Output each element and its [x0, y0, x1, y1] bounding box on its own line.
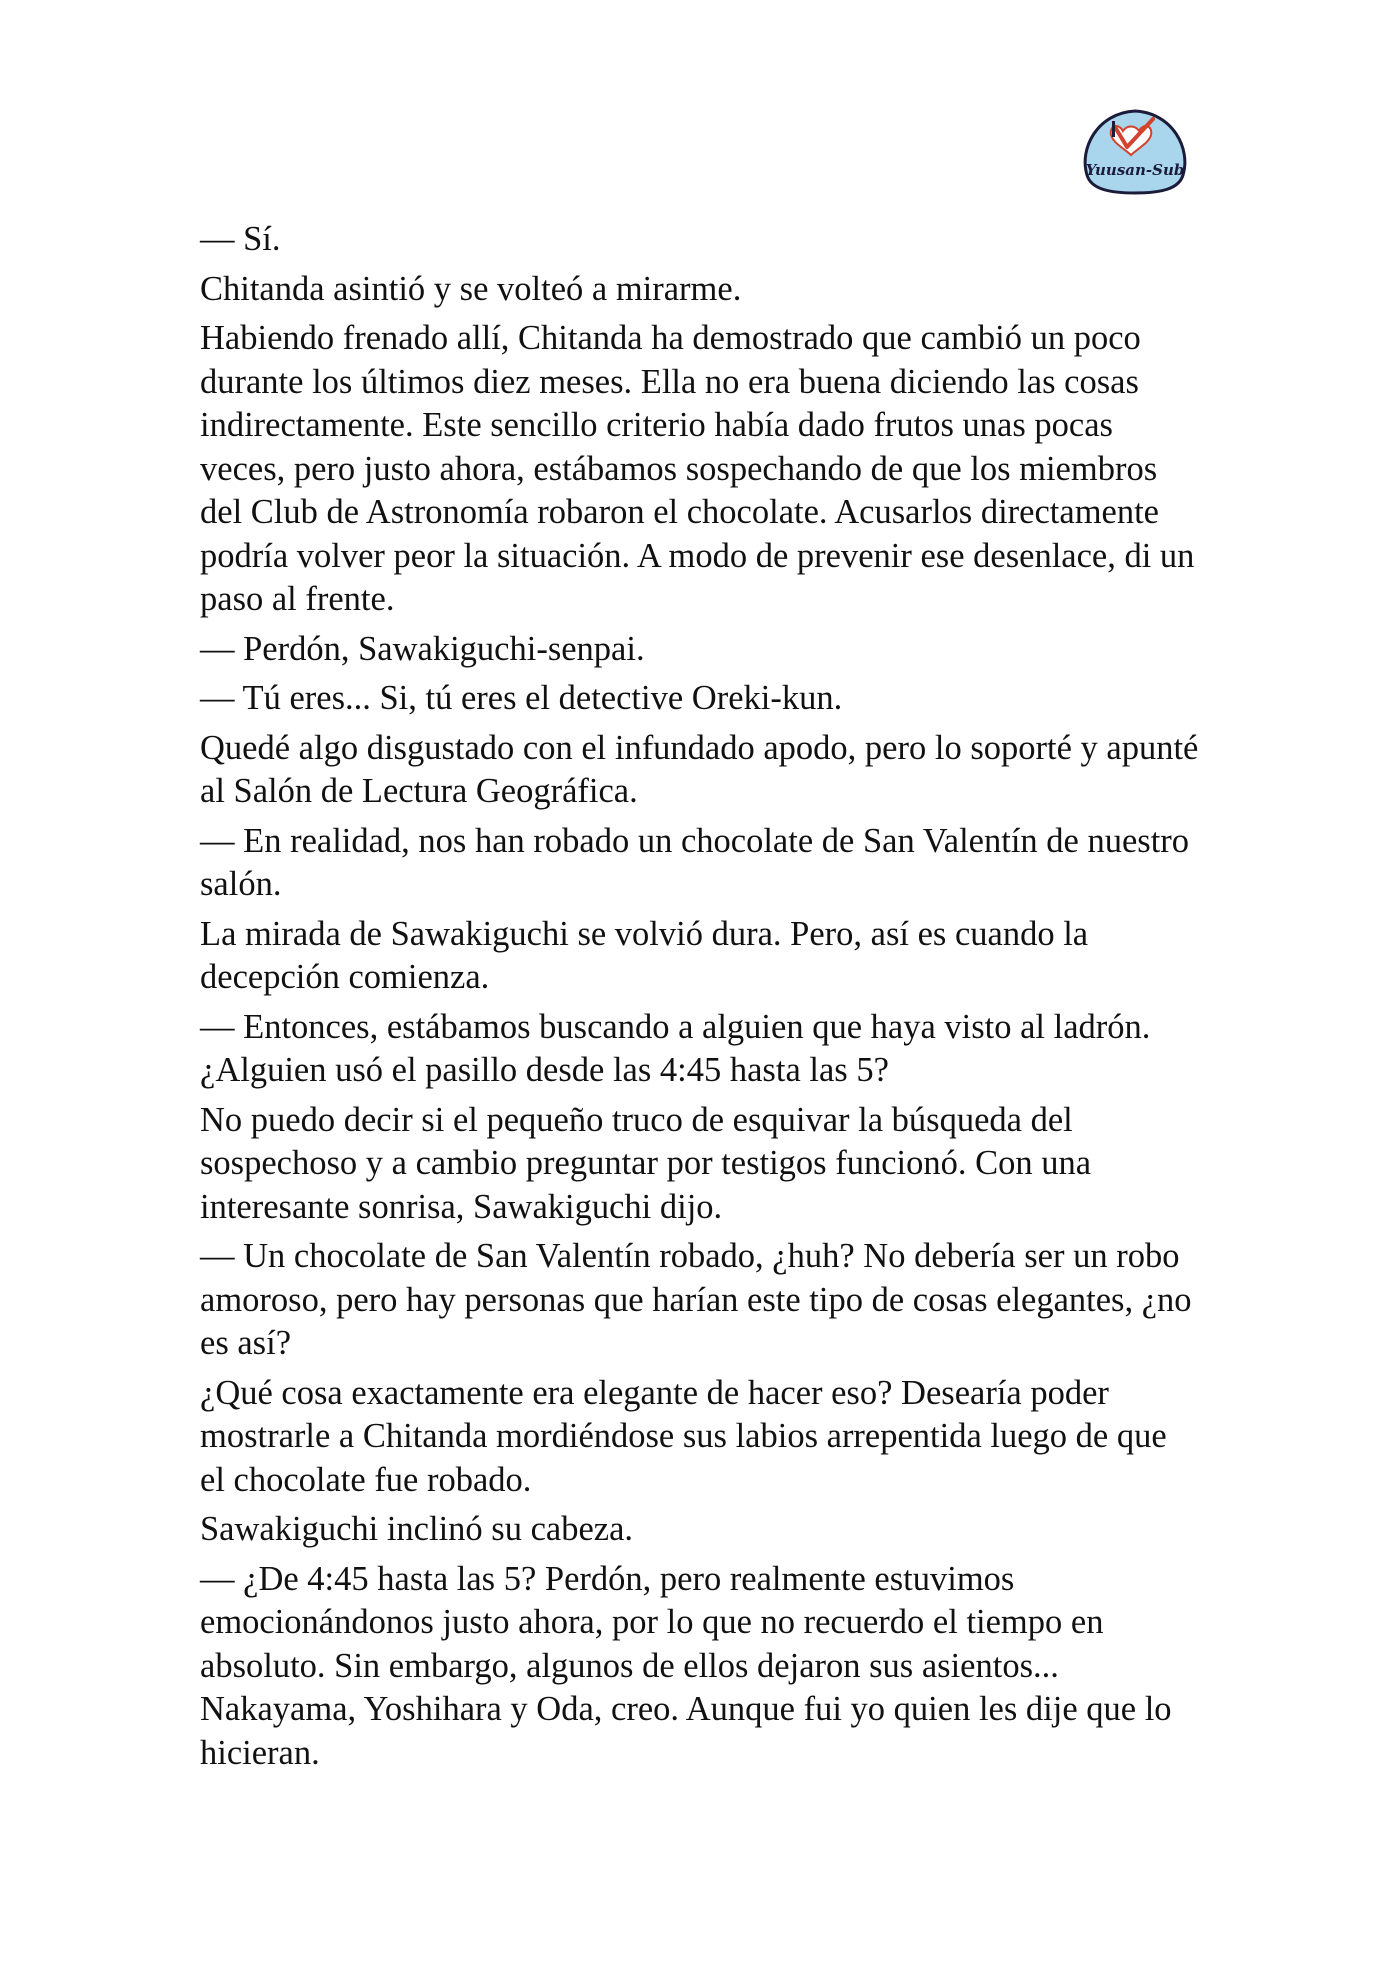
paragraph: — En realidad, nos han robado un chocolate de San Valentín de nuestro salón. [200, 821, 1190, 903]
paragraph: — Perdón, Sawakiguchi-senpai. [200, 629, 645, 668]
paragraph: — Sí. [200, 220, 281, 258]
paragraph: — Un chocolate de San Valentín robado, ¿huh? No debería ser un robo amoroso, pero hay personas que harían este tipo de cosas elegantes, ¿no es así? [200, 1237, 1192, 1362]
paragraph: Chitanda asintió y se volteó a mirarme. [200, 269, 742, 308]
paragraph: La mirada de Sawakiguchi se volvió dura. Pero, así es cuando la decepción comienza. [200, 914, 1089, 996]
paragraph: No puedo decir si el pequeño truco de esquivar la búsqueda del sospechoso y a cambio preguntar por testigos funcionó. Con una interesante sonrisa, Sawakiguchi dijo. [200, 1100, 1092, 1226]
paragraph: — Tú eres... Si, tú eres el detective Oreki-kun. [200, 679, 843, 717]
paragraph: ¿Qué cosa exactamente era elegante de hacer eso? Desearía poder mostrarle a Chitanda mordiéndose sus labios arrepentida luego de que el chocolate fue robado. [200, 1373, 1167, 1499]
paragraph: Sawakiguchi inclinó su cabeza. [200, 1510, 634, 1548]
document-body [200, 218, 1200, 1781]
watermark-logo [1075, 105, 1195, 197]
logo-badge [1075, 105, 1195, 197]
paragraph: — ¿De 4:45 hasta las 5? Perdón, pero realmente estuvimos emocionándonos justo ahora, por lo que no recuerdo el tiempo en absoluto. Sin embargo, algunos de ellos dejaron sus asientos... Nakayama, Yoshihara y Oda, creo. Aunque fui yo quien les dije que lo hicieran. [200, 1559, 1172, 1772]
paragraph: — Entonces, estábamos buscando a alguien que haya visto al ladrón. ¿Alguien usó el pasillo desde las 4:45 hasta las 5? [200, 1007, 1151, 1089]
svg-text:Yuusan-Sub: Yuusan-Sub [1085, 161, 1185, 179]
paragraph: Habiendo frenado allí, Chitanda ha demostrado que cambió un poco durante los últimos diez meses. Ella no era buena diciendo las cosas indirectamente. Este sencillo criterio había dado frutos unas pocas veces, pero justo ahora, estábamos sospechando de que los miembros del Club de Astronomía robaron el chocolate. Acusarlos directamente podría volver peor la situación. A modo de prevenir ese desenlace, di un paso al frente. [200, 319, 1195, 618]
paragraph: Quedé algo disgustado con el infundado apodo, pero lo soporté y apunté al Salón de Lectura Geográfica. [200, 728, 1199, 810]
